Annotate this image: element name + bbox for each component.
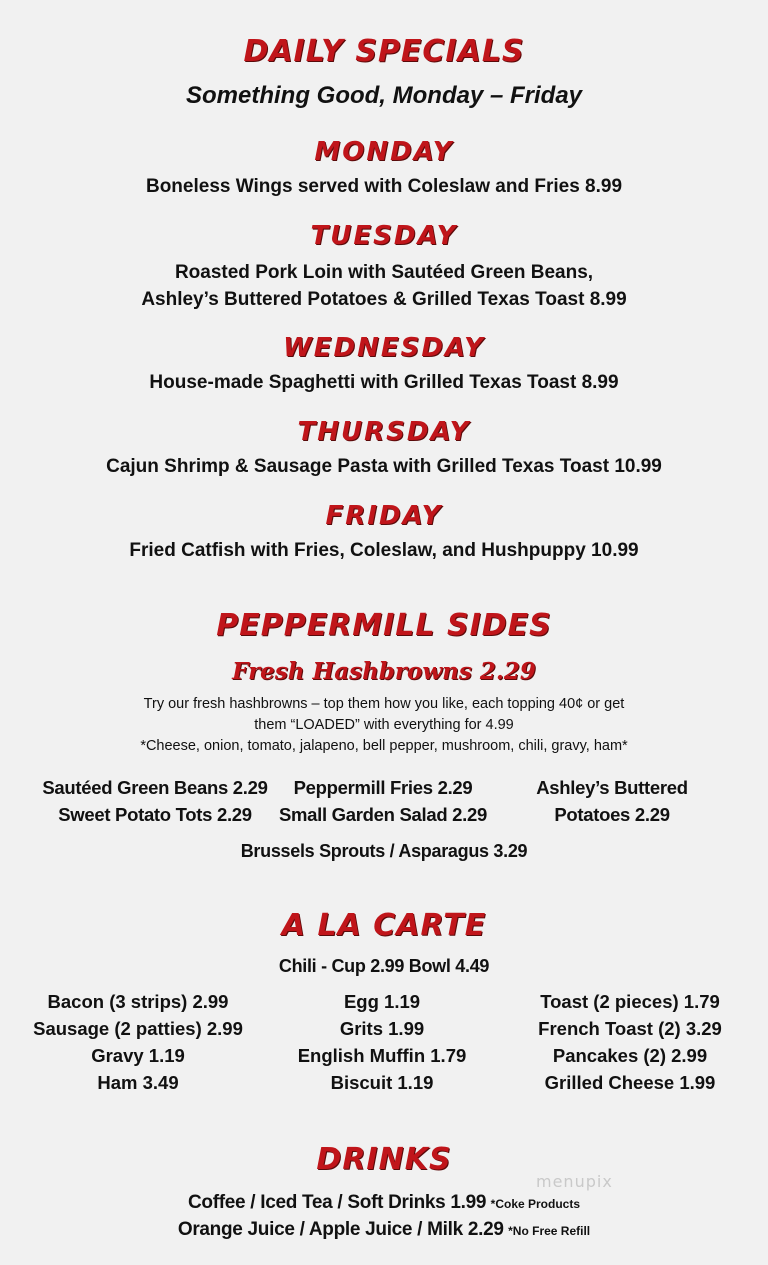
day-heading-monday: MONDAY: [314, 137, 454, 167]
side-item: Peppermill Fries 2.29: [293, 777, 473, 798]
side-item: Sautéed Green Beans 2.29: [42, 777, 268, 798]
special-thursday: Cajun Shrimp & Sausage Pasta with Grilled Texas Toast 10.99: [106, 456, 662, 477]
alacarte-item: English Muffin 1.79: [297, 1045, 467, 1066]
alacarte-item: Grits 1.99: [339, 1018, 425, 1039]
day-heading-friday: FRIDAY: [325, 501, 443, 531]
sides-column-2: [258, 774, 508, 828]
menu-subtitle: Something Good, Monday – Friday: [185, 82, 583, 109]
drinks-line-2: [0, 1219, 768, 1241]
sides-column-3: [492, 774, 732, 828]
menu-title: DAILY SPECIALS: [243, 34, 525, 69]
hashbrowns-toppings: *Cheese, onion, tomato, jalapeno, bell pepper, mushroom, chili, gravy, ham*: [140, 738, 628, 754]
alacarte-item: Sausage (2 patties) 2.99: [33, 1018, 243, 1039]
side-item-brussels: Brussels Sprouts / Asparagus 3.29: [240, 841, 528, 861]
side-item: Sweet Potato Tots 2.29: [58, 804, 252, 825]
hashbrowns-title: Fresh Hashbrowns 2.29: [232, 658, 536, 685]
drinks-item: Orange Juice / Apple Juice / Milk 2.29: [177, 1219, 504, 1240]
side-item: Potatoes 2.29: [554, 804, 670, 825]
menupix-watermark: menupix: [536, 1172, 613, 1191]
alacarte-item: Grilled Cheese 1.99: [544, 1072, 716, 1093]
alacarte-item: Bacon (3 strips) 2.99: [47, 991, 229, 1012]
special-wednesday: House-made Spaghetti with Grilled Texas Toast 8.99: [149, 372, 619, 393]
alacarte-item: Pancakes (2) 2.99: [552, 1045, 708, 1066]
alacarte-item: Biscuit 1.19: [330, 1072, 434, 1093]
drinks-item: Coffee / Iced Tea / Soft Drinks 1.99: [187, 1192, 487, 1213]
hashbrowns-desc-2: them “LOADED” with everything for 4.99: [254, 717, 514, 733]
drinks-line-1: [0, 1192, 768, 1214]
sides-column-1: [30, 774, 280, 828]
alacarte-column-1: [0, 988, 276, 1096]
alacarte-title: A LA CARTE: [281, 908, 487, 943]
chili-item: Chili - Cup 2.99 Bowl 4.49: [278, 956, 490, 976]
alacarte-item: French Toast (2) 3.29: [538, 1018, 722, 1039]
alacarte-item: Gravy 1.19: [91, 1045, 185, 1066]
drinks-note: *No Free Refill: [508, 1224, 591, 1238]
sides-title: PEPPERMILL SIDES: [216, 608, 552, 643]
day-heading-tuesday: TUESDAY: [310, 221, 458, 251]
special-monday: Boneless Wings served with Coleslaw and Fries 8.99: [145, 176, 623, 197]
special-friday: Fried Catfish with Fries, Coleslaw, and Hushpuppy 10.99: [129, 540, 639, 561]
special-tuesday-line2: Ashley’s Buttered Potatoes & Grilled Texas Toast 8.99: [141, 289, 627, 310]
special-tuesday-line1: Roasted Pork Loin with Sautéed Green Beans,: [174, 262, 594, 283]
alacarte-item: Ham 3.49: [97, 1072, 179, 1093]
side-item: Ashley’s Buttered: [536, 777, 688, 798]
drinks-title: DRINKS: [316, 1142, 452, 1177]
day-heading-wednesday: WEDNESDAY: [283, 333, 485, 363]
alacarte-item: Egg 1.19: [343, 991, 421, 1012]
alacarte-column-3: [506, 988, 754, 1096]
alacarte-item: Toast (2 pieces) 1.79: [540, 991, 720, 1012]
alacarte-column-2: [266, 988, 498, 1096]
hashbrowns-desc-1: Try our fresh hashbrowns – top them how you like, each topping 40¢ or get: [143, 696, 625, 712]
side-item: Small Garden Salad 2.29: [278, 804, 487, 825]
day-heading-thursday: THURSDAY: [297, 417, 471, 447]
drinks-note: *Coke Products: [490, 1197, 581, 1211]
